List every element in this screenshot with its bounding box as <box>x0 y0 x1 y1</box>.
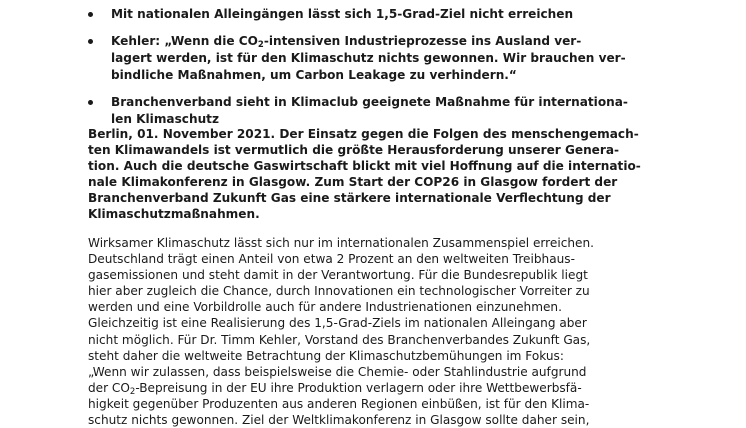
bullet-line: Kehler: „Wenn die $CO_2$-intensiven Industrieprozesse ins Ausland ver- <box>111 34 582 50</box>
body-paragraph <box>88 235 594 428</box>
bullet-line: lagert werden, ist für den Klimaschutz nichts gewonnen. Wir brauchen ver- <box>111 51 626 65</box>
body-line: hier aber zugleich die Chance, durch Innovationen ein technologischer Vorreiter zu <box>88 284 590 299</box>
body-line: „Wenn wir zulassen, dass beispielsweise die Chemie- oder Stahlindustrie aufgrund <box>88 364 587 379</box>
bullet-item <box>88 94 628 128</box>
body-line: werden und eine Vorbildrolle auch für andere Industrienationen einzunehmen. <box>88 300 562 315</box>
bullet-dot-icon <box>88 12 93 17</box>
bullet-dot-icon <box>88 39 93 44</box>
bullet-line: Mit nationalen Alleingängen lässt sich 1,5-Grad-Ziel nicht erreichen <box>111 7 574 21</box>
body-line: Deutschland trägt einen Anteil von etwa 2 Prozent an den weltweiten Treibhaus- <box>88 252 575 267</box>
lead-line: nale Klimakonferenz in Glasgow. Zum Start der COP26 in Glasgow fordert der <box>88 175 618 190</box>
body-line: Gleichzeitig ist eine Realisierung des 1,5-Grad-Ziels im nationalen Alleingang aber <box>88 316 587 331</box>
body-line: nicht möglich. Für Dr. Timm Kehler, Vorstand des Branchenverbandes Zukunft Gas, <box>88 332 591 347</box>
body-line: der $CO_2$-Bepreisung in der EU ihre Produktion verlagern oder ihre Wettbewerbsfä- <box>88 380 582 397</box>
body-line: gasemissionen und steht damit in der Verantwortung. Für die Bundesrepublik liegt <box>88 268 588 283</box>
bullet-item <box>88 6 588 23</box>
bullet-dot-icon <box>88 100 93 105</box>
lead-line: ten Klimawandels ist vermutlich die größte Herausforderung unserer Genera- <box>88 143 620 158</box>
body-line: Wirksamer Klimaschutz lässt sich nur im internationalen Zusammenspiel erreichen. <box>88 236 594 250</box>
body-line: schutz nichts gewonnen. Ziel der Weltklimakonferenz in Glasgow sollte daher sein, <box>88 413 590 428</box>
lead-line: tion. Auch die deutsche Gaswirtschaft blickt mit viel Hoffnung auf die internatio- <box>88 159 641 174</box>
bullet-line: bindliche Maßnahmen, um Carbon Leakage zu verhindern.“ <box>111 68 517 82</box>
lead-line: Klimaschutzmaßnahmen. <box>88 207 260 222</box>
bullet-list <box>88 6 628 138</box>
lead-line: Berlin, 01. November 2021. Der Einsatz gegen die Folgen des menschengemach- <box>88 127 639 141</box>
body-line: steht daher die weltweite Betrachtung der Klimaschutzbemühungen im Fokus: <box>88 348 564 363</box>
lead-line: Branchenverband Zukunft Gas eine stärkere internationale Verflechtung der <box>88 191 611 206</box>
bullet-item <box>88 33 626 84</box>
lead-paragraph <box>88 126 641 223</box>
bullet-line: len Klimaschutz <box>111 112 219 126</box>
bullet-line: Branchenverband sieht in Klimaclub geeignete Maßnahme für internationa- <box>111 95 628 109</box>
body-line: higkeit gegenüber Produzenten aus anderen Regionen einbüßen, ist für den Klima- <box>88 396 590 411</box>
